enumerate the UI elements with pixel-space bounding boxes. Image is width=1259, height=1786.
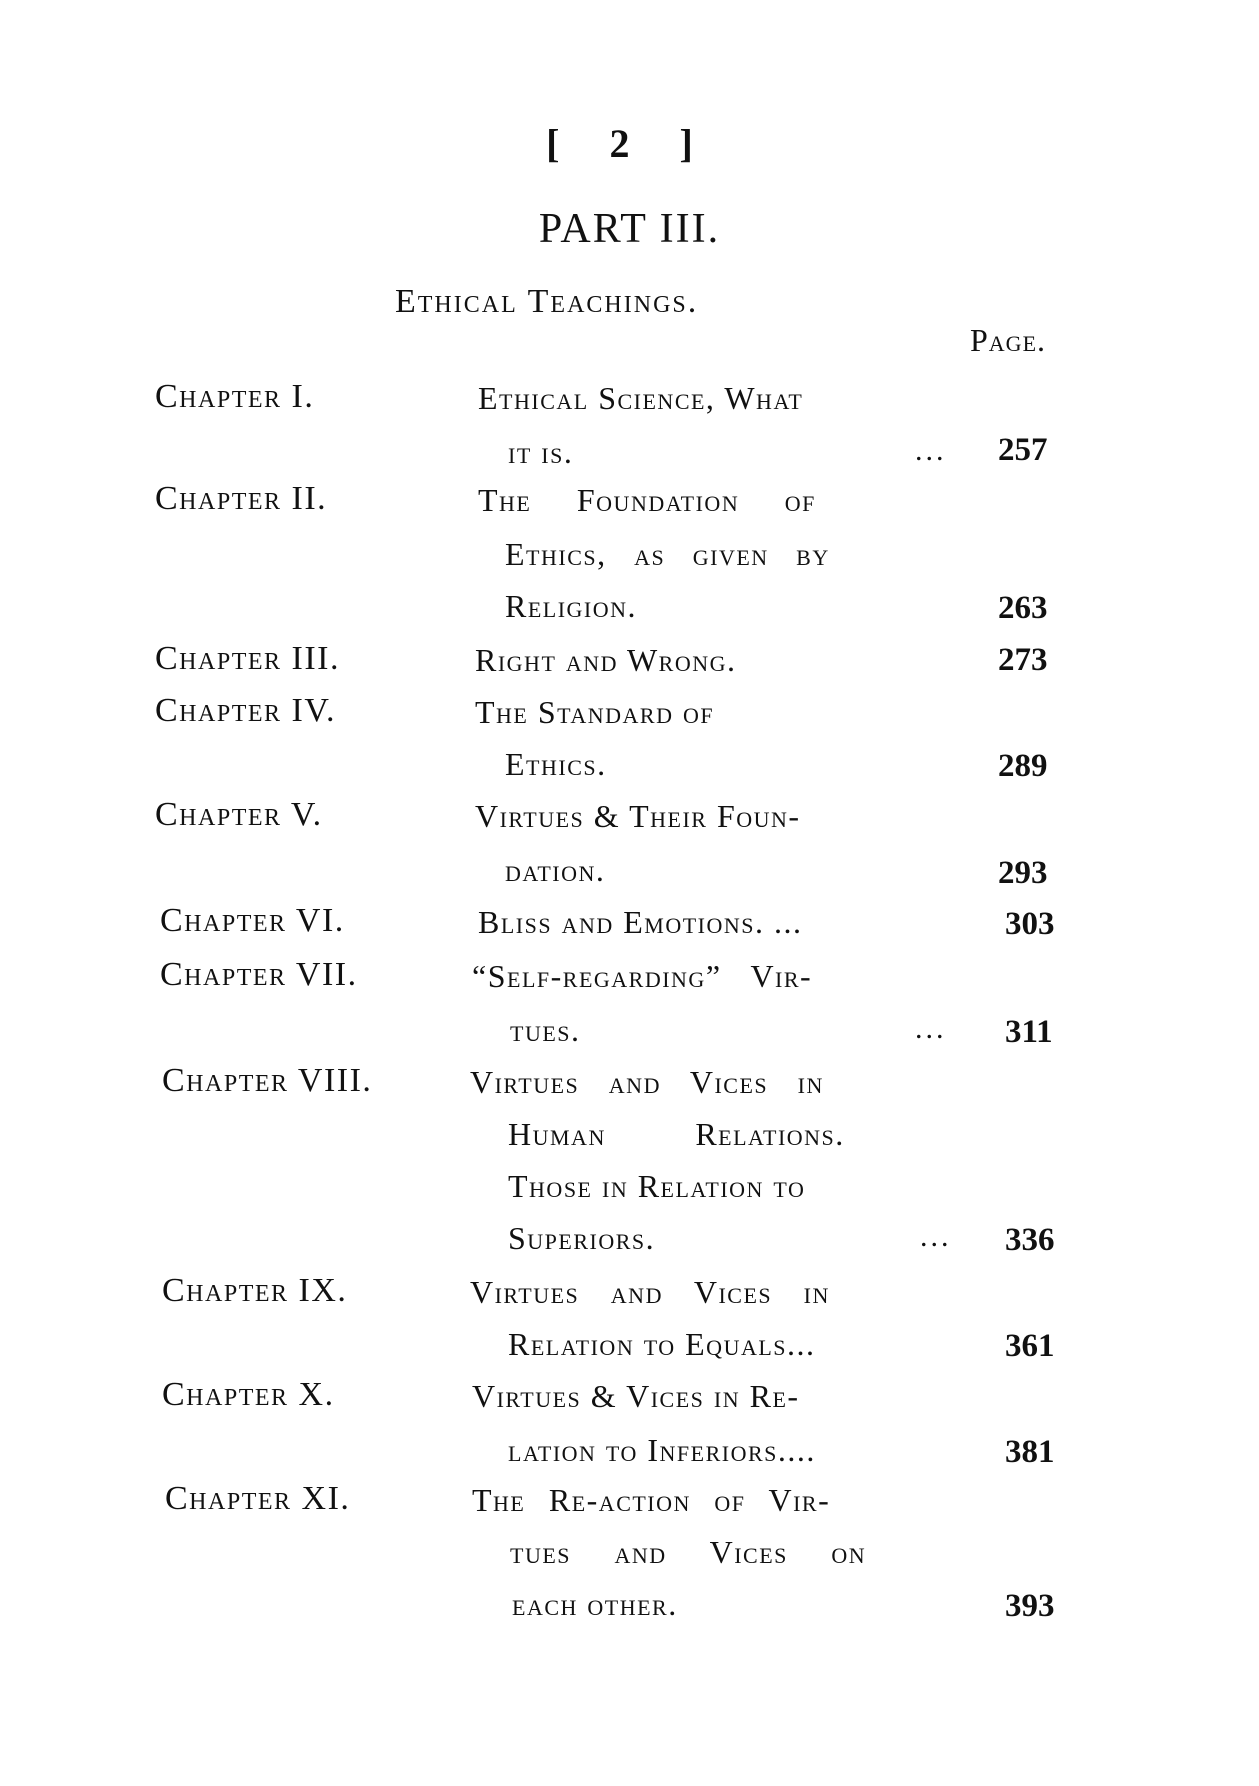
chapter-title-line: Ethics, as given by [505,536,830,572]
chapter-title-line: Virtues and Vices in [470,1064,824,1100]
chapter-label: Chapter VI. [160,902,345,939]
chapter-title-line: Ethics. [505,746,607,782]
chapter-label: Chapter XI. [165,1480,351,1517]
page-ref: 257 [998,432,1048,468]
chapter-title-line: it is. [508,434,574,470]
page-ref: 393 [1005,1588,1055,1624]
chapter-title-line: Virtues and Vices in [470,1274,830,1310]
leader-dots: ... [920,1220,952,1253]
chapter-title-line: tues. [510,1012,581,1048]
page-ref: 289 [998,748,1048,784]
chapter-title-line: The Standard of [475,694,715,730]
chapter-label: Chapter III. [155,640,340,677]
chapter-label: Chapter VII. [160,956,358,993]
chapter-title-line: Right and Wrong. [475,642,737,678]
chapter-label: Chapter I. [155,378,315,415]
page-ref: 361 [1005,1328,1055,1364]
chapter-label: Chapter II. [155,480,328,517]
page-ref: 303 [1005,906,1055,942]
chapter-title-line: The Foundation of [478,482,816,518]
chapter-title-line: The Re-action of Vir- [472,1482,831,1518]
chapter-title-line: Relation to Equals... [508,1326,816,1362]
page-ref: 381 [1005,1434,1055,1470]
page-ref: 263 [998,590,1048,626]
chapter-label: Chapter IV. [155,692,337,729]
chapter-label: Chapter X. [162,1376,335,1413]
page-column-header: Page. [970,322,1047,358]
page-ref: 311 [1005,1014,1053,1050]
page-number: [ 2 ] [546,121,713,166]
chapter-title-line: Superiors. [508,1220,656,1256]
chapter-title-line: Virtues & Their Foun- [475,798,801,834]
chapter-title-line: each other. [512,1586,678,1622]
chapter-title-line: lation to Inferiors.... [508,1432,816,1468]
chapter-title-line: Religion. [505,588,638,624]
chapter-label: Chapter VIII. [162,1062,373,1099]
part-title: PART III. [538,206,721,252]
chapter-label: Chapter V. [155,796,323,833]
chapter-title-line: dation. [505,852,606,888]
chapter-title-line: Those in Relation to [508,1168,806,1204]
page-ref: 293 [998,855,1048,891]
leader-dots: ... [915,434,947,467]
chapter-title-line: Virtues & Vices in Re- [472,1378,800,1414]
section-title: Ethical Teachings. [395,283,699,320]
chapter-title-line: Ethical Science, What [478,380,804,416]
chapter-label: Chapter IX. [162,1272,348,1309]
leader-dots: ... [915,1012,947,1045]
chapter-title-line: Human Relations. [508,1116,845,1152]
chapter-title-line: tues and Vices on [510,1534,867,1570]
chapter-title-line: “Self-regarding” Vir- [472,958,813,994]
page-ref: 336 [1005,1222,1055,1258]
chapter-title-line: Bliss and Emotions. ... [478,904,803,940]
page-ref: 273 [998,642,1048,678]
